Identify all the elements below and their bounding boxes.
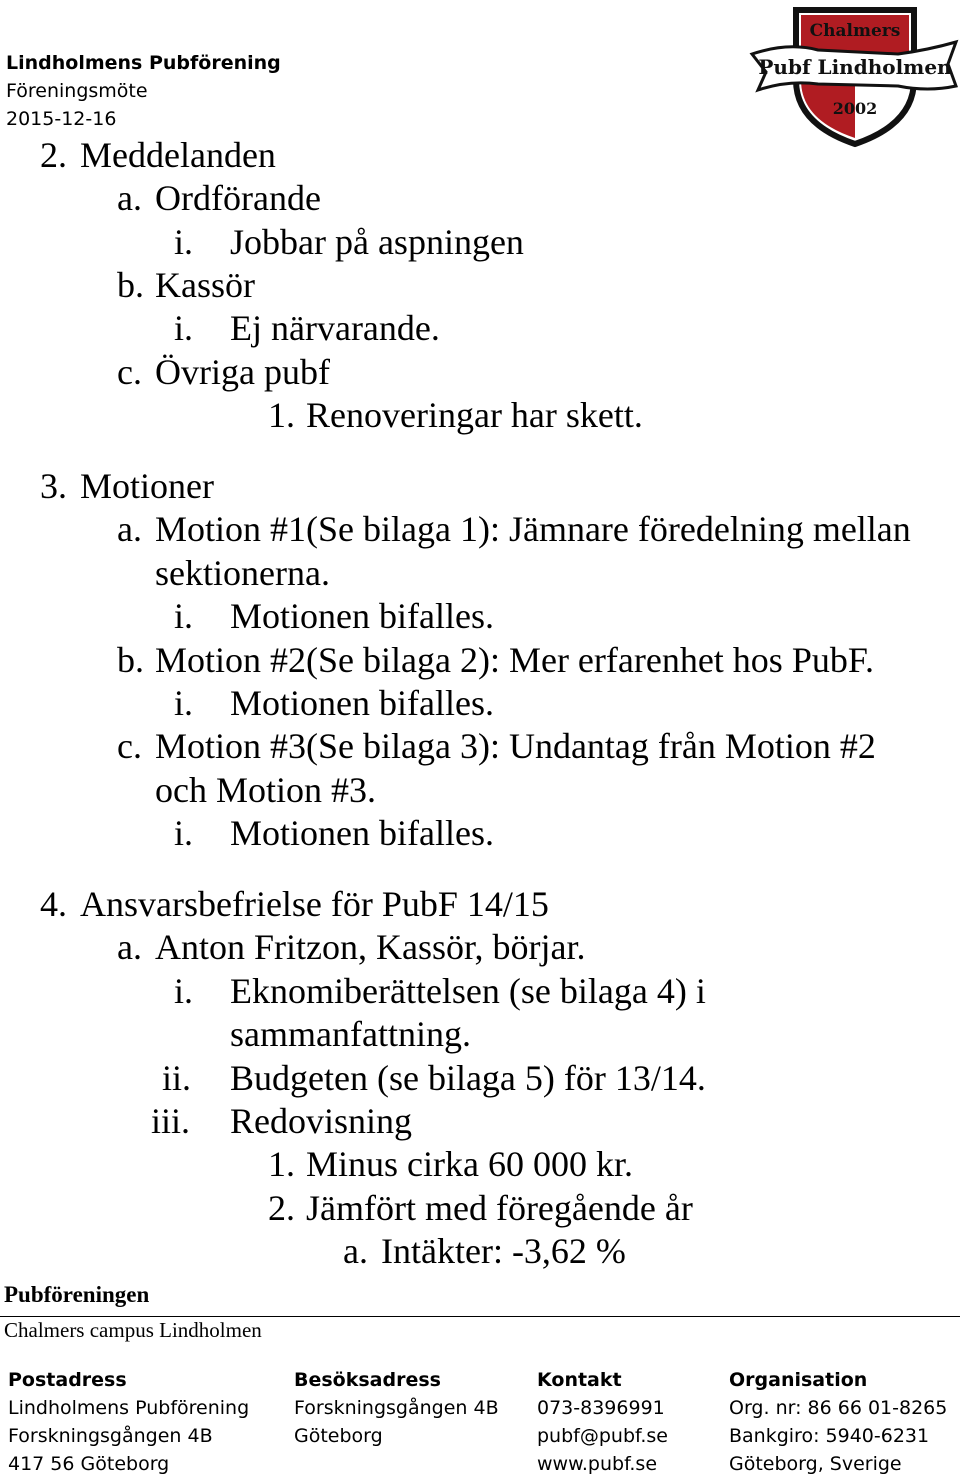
footer-campus: Chalmers campus Lindholmen	[4, 1318, 262, 1342]
list-item-text: Ej närvarande.	[230, 308, 440, 348]
list-marker: i.	[174, 813, 194, 853]
footer-postal-line: Forskningsgången 4B	[8, 1425, 213, 1447]
logo-year: 2002	[832, 99, 878, 118]
list-marker: ii.	[162, 1058, 192, 1098]
list-marker: 2.	[40, 135, 67, 175]
list-item-text: Jobbar på aspningen	[230, 222, 524, 262]
list-item-text: Minus cirka 60 000 kr.	[306, 1144, 633, 1184]
list-marker: i.	[174, 308, 194, 348]
list-marker: 1.	[268, 1144, 295, 1184]
list-marker: a.	[117, 927, 142, 967]
footer-postal-heading: Postadress	[8, 1369, 127, 1391]
list-item-text: Renoveringar har skett.	[306, 395, 643, 435]
list-item-text: Motionen bifalles.	[230, 596, 494, 636]
list-item-text: Jämfört med föregående år	[306, 1188, 693, 1228]
list-item-text: och Motion #3.	[155, 770, 376, 810]
list-marker: c.	[117, 352, 142, 392]
list-item-text: Motion #1(Se bilaga 1): Jämnare föredelning mellan	[155, 509, 911, 549]
list-item-text: Anton Fritzon, Kassör, börjar.	[155, 927, 586, 967]
list-marker: a.	[117, 509, 142, 549]
list-marker: 1.	[268, 395, 295, 435]
header-date: 2015-12-16	[6, 108, 117, 130]
list-item-text: Motionen bifalles.	[230, 683, 494, 723]
list-item-text: Ordförande	[155, 178, 321, 218]
list-marker: 4.	[40, 884, 67, 924]
footer-postal-line: 417 56 Göteborg	[8, 1453, 170, 1475]
pubf-lindholmen-logo	[748, 2, 960, 148]
list-item-text: Meddelanden	[80, 135, 276, 175]
list-marker: a.	[343, 1231, 368, 1271]
list-marker: c.	[117, 726, 142, 766]
list-marker: b.	[117, 265, 144, 305]
list-marker: i.	[174, 222, 194, 262]
list-item-text: Intäkter: -3,62 %	[381, 1231, 626, 1271]
list-item-text: sammanfattning.	[230, 1014, 471, 1054]
list-item-text: sektionerna.	[155, 553, 330, 593]
list-marker: i.	[174, 683, 194, 723]
footer-visit-column	[294, 1366, 499, 1450]
list-item-text: Motion #2(Se bilaga 2): Mer erfarenhet hos PubF.	[155, 640, 874, 680]
list-item-text: Kassör	[155, 265, 255, 305]
footer-divider	[0, 1316, 960, 1317]
footer-contact-heading: Kontakt	[537, 1369, 622, 1391]
list-marker: iii.	[151, 1101, 191, 1141]
footer-visit-line: Göteborg	[294, 1425, 383, 1447]
footer-postal-line: Lindholmens Pubförening	[8, 1397, 250, 1419]
footer-contact-column	[537, 1366, 668, 1478]
list-marker: i.	[174, 971, 194, 1011]
footer-organization: Pubföreningen	[4, 1282, 150, 1307]
list-marker: i.	[174, 596, 194, 636]
list-item-text: Redovisning	[230, 1101, 413, 1141]
list-marker: 3.	[40, 466, 67, 506]
footer-visit-line: Forskningsgången 4B	[294, 1397, 499, 1419]
list-marker: b.	[117, 640, 144, 680]
logo-banner-text: Pubf Lindholmen	[758, 55, 952, 79]
logo-top-text: Chalmers	[809, 21, 901, 41]
footer-visit-heading: Besöksadress	[294, 1369, 441, 1391]
header-organization: Lindholmens Pubförening	[6, 52, 281, 74]
footer-organisation-column	[729, 1366, 947, 1478]
list-item-text: Övriga pubf	[155, 352, 330, 392]
list-marker: a.	[117, 178, 142, 218]
footer-city: Göteborg, Sverige	[729, 1453, 902, 1475]
list-item-text: Motion #3(Se bilaga 3): Undantag från Motion #2	[155, 726, 876, 766]
footer-website: www.pubf.se	[537, 1453, 658, 1475]
footer-phone: 073-8396991	[537, 1397, 665, 1419]
footer-postal-column	[8, 1366, 249, 1478]
list-item-text: Ansvarsbefrielse för PubF 14/15	[80, 884, 549, 924]
list-item-text: Motioner	[80, 466, 214, 506]
list-marker: 2.	[268, 1188, 295, 1228]
list-item-text: Motionen bifalles.	[230, 813, 494, 853]
footer-bankgiro: Bankgiro: 5940-6231	[729, 1425, 930, 1447]
footer-org-number: Org. nr: 86 66 01-8265	[729, 1397, 948, 1419]
list-item-text: Eknomiberättelsen (se bilaga 4) i	[230, 971, 706, 1011]
footer-email: pubf@pubf.se	[537, 1425, 668, 1447]
list-item-text: Budgeten (se bilaga 5) för 13/14.	[230, 1058, 706, 1098]
header-meeting-type: Föreningsmöte	[6, 80, 148, 102]
footer-organisation-heading: Organisation	[729, 1369, 868, 1391]
